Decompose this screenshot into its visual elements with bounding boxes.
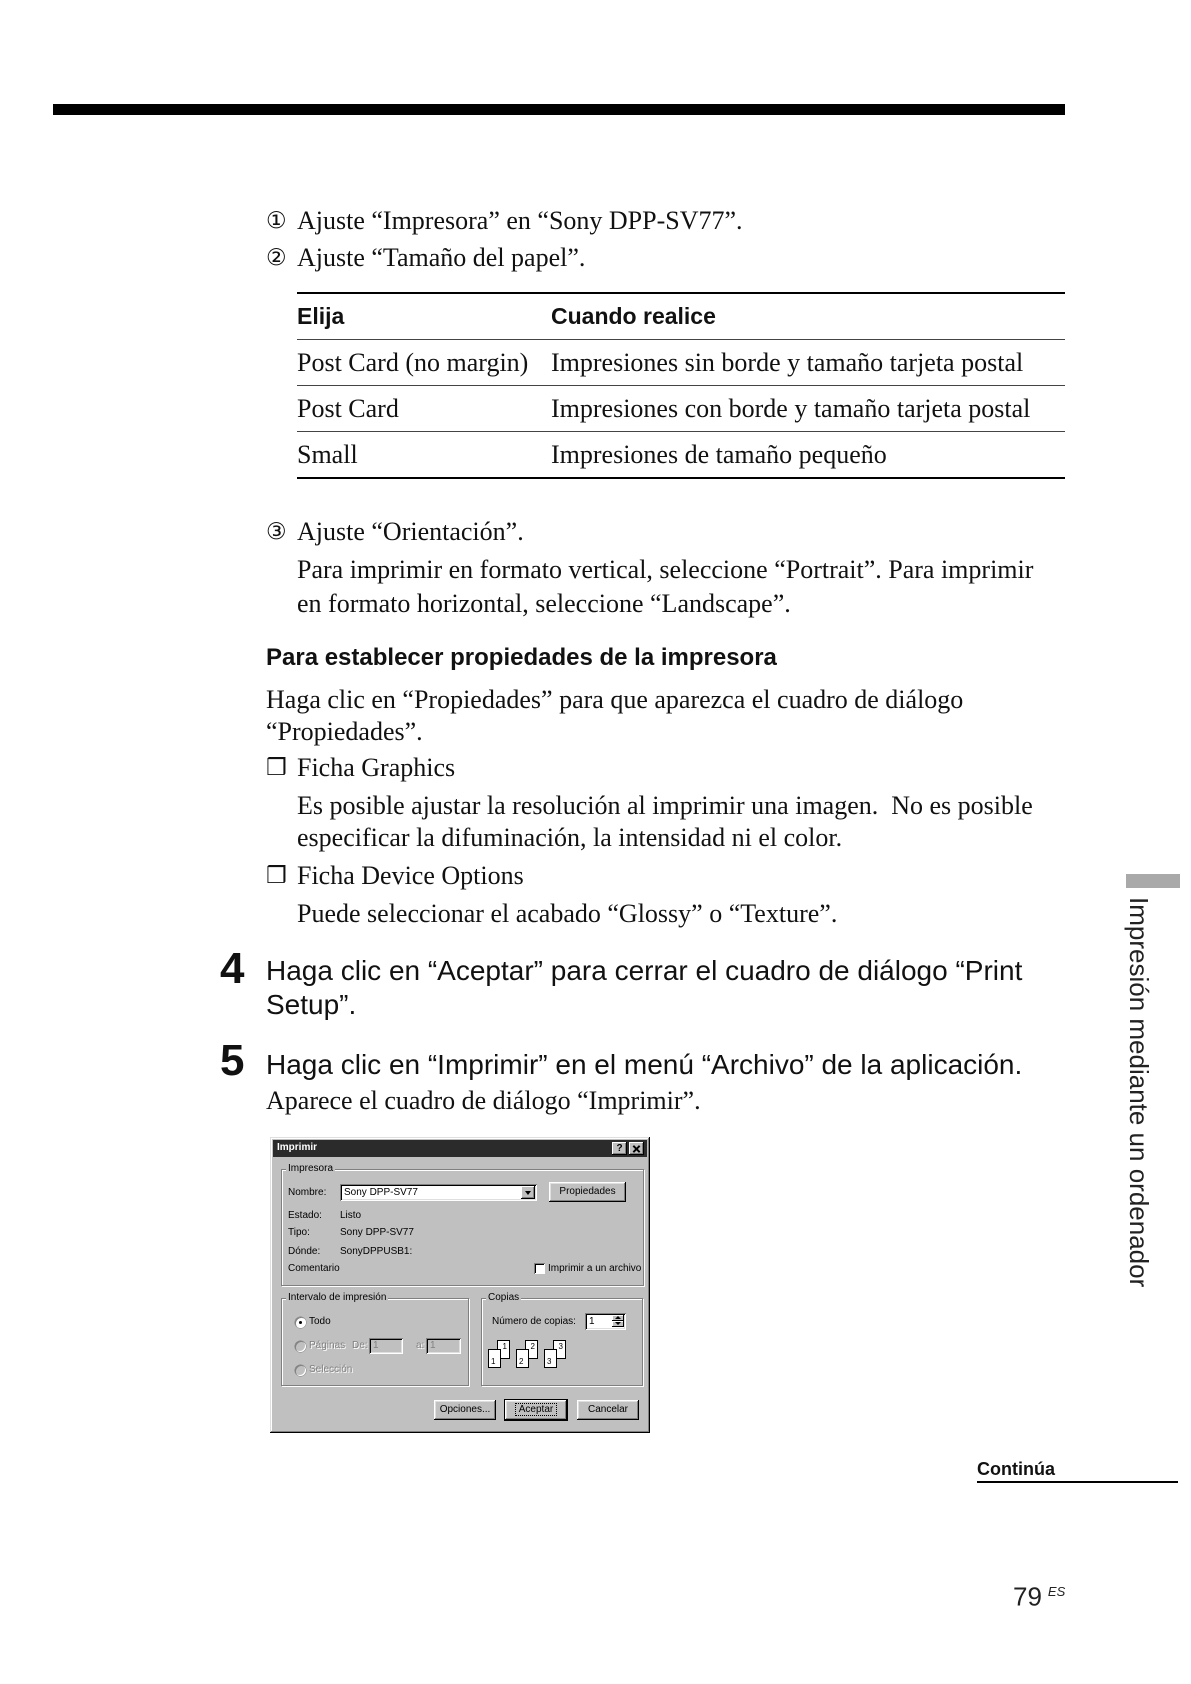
status-label: Estado: [288,1210,322,1221]
copies-count-stepper [585,1313,626,1330]
range-all-radio [295,1317,306,1328]
section-tab-marker [1126,874,1180,888]
stepper-down-button [612,1321,624,1327]
close-icon [632,1144,641,1153]
device-options-tab-item [266,858,524,894]
device-options-tab-label: Ficha Device Options [297,861,524,890]
page-number: 3 [558,1342,563,1351]
orientation-detail: Para imprimir en formato vertical, seleccione “Portrait”. Para imprimir en formato horizontal, seleccione “Landscape”. [297,555,1034,618]
type-label: Tipo: [288,1227,310,1238]
device-options-tab-detail: Puede seleccionar el acabado “Glossy” o “Texture”. [297,899,838,928]
ok-button-label: Aceptar [515,1403,557,1416]
step-4-text: Haga clic en “Aceptar” para cerrar el cuadro de diálogo “Print Setup”. [266,955,1023,1020]
range-from-value: 1 [373,1340,379,1351]
paper-size-table [297,292,1065,479]
circled-number-3: ③ [266,519,287,545]
page-icon-front [544,1349,557,1368]
table-row [297,340,1065,386]
page-icon-front [516,1349,529,1368]
range-pages-label: Páginas [309,1340,346,1351]
copies-count-value: 1 [589,1316,595,1327]
table-cell-option: Small [297,440,358,469]
dialog-title: Imprimir [277,1142,318,1153]
properties-intro: Haga clic en “Propiedades” para que aparezca el cuadro de diálogo “Propiedades”. [266,685,964,746]
page-number: 2 [530,1342,535,1351]
substep-2 [266,240,585,276]
checkbox-bullet-icon: ❒ [266,863,287,889]
circled-number-1: ① [266,208,287,234]
printer-name-select [340,1184,537,1201]
print-to-file-label: Imprimir a un archivo [548,1263,642,1274]
range-from-label: De: [352,1340,368,1351]
comment-label: Comentario [288,1263,340,1274]
close-button [629,1142,644,1155]
printer-group-label: Impresora [288,1163,334,1174]
collate-stack-1 [488,1340,516,1370]
range-from-input [369,1338,403,1354]
range-to-input [426,1338,461,1354]
type-value: Sony DPP-SV77 [340,1227,414,1238]
status-value: Listo [340,1210,362,1221]
chevron-up-icon [615,1316,621,1319]
substep-1-text: Ajuste “Impresora” en “Sony DPP-SV77”. [297,206,743,235]
ok-button [505,1400,567,1420]
page-number: 79 [1013,1581,1042,1612]
cancel-button: Cancelar [577,1400,639,1420]
collate-stack-2 [516,1340,544,1370]
step-number-5: 5 [220,1036,245,1085]
copies-group-label: Copias [488,1292,520,1303]
copies-count-label: Número de copias: [492,1316,576,1327]
properties-button: Propiedades [549,1182,626,1202]
table-header-cuando-realice: Cuando realice [551,303,716,329]
range-to-label: a: [416,1340,425,1351]
options-button: Opciones... [434,1400,496,1420]
range-pages-radio [295,1341,306,1352]
chevron-down-icon [615,1322,621,1325]
where-label: Dónde: [288,1246,321,1257]
substep-3-text: Ajuste “Orientación”. [297,517,524,546]
substep-1 [266,203,743,239]
help-button: ? [612,1142,627,1155]
table-header-elija: Elija [297,303,345,329]
table-row [297,386,1065,432]
where-value: SonyDPPUSB1: [340,1246,413,1257]
graphics-tab-item [266,750,455,786]
range-selection-radio [295,1365,306,1376]
range-to-value: 1 [430,1340,436,1351]
table-header-row [297,294,1065,340]
table-cell-description: Impresiones con borde y tamaño tarjeta postal [551,394,1031,423]
graphics-tab-label: Ficha Graphics [297,753,456,782]
top-rule [53,104,1065,115]
table-cell-description: Impresiones sin borde y tamaño tarjeta postal [551,348,1024,377]
checkbox-bullet-icon: ❒ [266,755,287,781]
chevron-down-icon [525,1191,531,1195]
properties-heading: Para establecer propiedades de la impresora [266,644,777,671]
print-range-group-label: Intervalo de impresión [288,1292,387,1303]
graphics-tab-detail: Es posible ajustar la resolución al imprimir una imagen. No es posible especificar la difuminación, la intensidad ni el color. [297,791,1033,852]
section-tab-label: Impresión mediante un ordenador [1124,897,1154,1288]
page-number: 2 [519,1357,524,1366]
table-cell-option: Post Card (no margin) [297,348,529,377]
printer-name-value: Sony DPP-SV77 [344,1187,418,1198]
language-code: ES [1047,1584,1066,1599]
step-5-result: Aparece el cuadro de diálogo “Imprimir”. [266,1086,701,1115]
page-number: 1 [491,1357,496,1366]
substep-2-text: Ajuste “Tamaño del papel”. [297,243,586,272]
table-cell-option: Post Card [297,394,399,423]
page-number-block [1013,1576,1065,1613]
printer-name-label: Nombre: [288,1187,327,1198]
dialog-title-bar [273,1140,647,1157]
range-selection-label: Selección [309,1364,353,1375]
substep-3 [266,514,524,550]
dropdown-button [521,1186,535,1199]
step-number-4: 4 [220,944,245,993]
print-to-file-checkbox [534,1263,545,1274]
range-all-label: Todo [309,1316,331,1327]
page-icon-front [488,1349,501,1368]
page-number: 1 [502,1342,507,1351]
table-cell-description: Impresiones de tamaño pequeño [551,440,887,469]
collate-stack-3 [544,1340,572,1370]
step-5-text: Haga clic en “Imprimir” en el menú “Archivo” de la aplicación. [266,1049,1023,1080]
continues-rule [977,1481,1178,1483]
table-row [297,432,1065,479]
circled-number-2: ② [266,245,287,271]
continues-label: Continúa [977,1459,1055,1479]
page-number: 3 [547,1357,552,1366]
print-dialog-screenshot [270,1137,650,1433]
